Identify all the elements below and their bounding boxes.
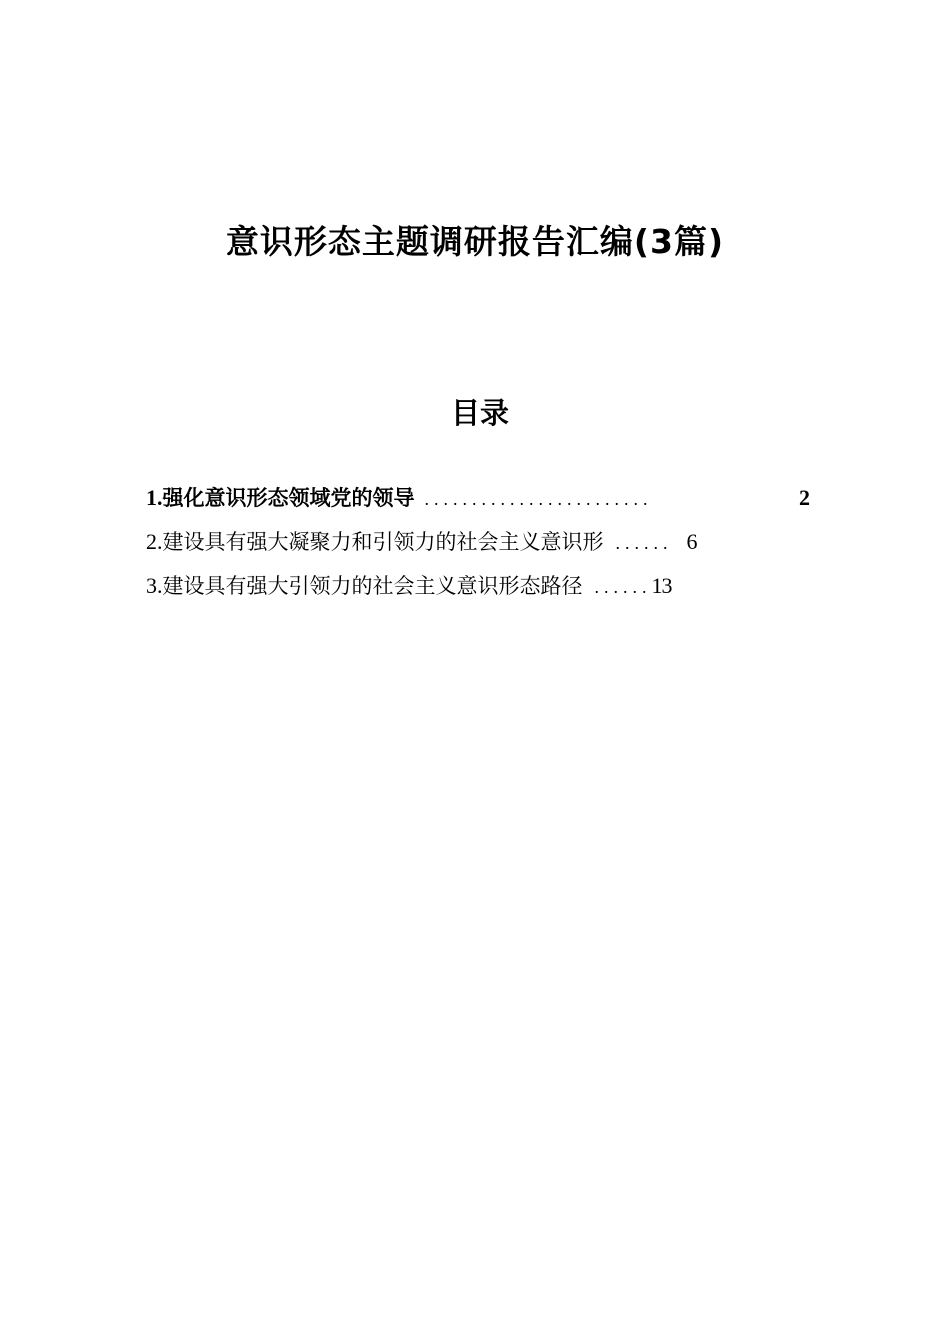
toc-entry-number: 1. bbox=[146, 485, 163, 510]
toc-entry-1[interactable] bbox=[146, 476, 810, 520]
toc-dot-leader: ...... bbox=[615, 533, 673, 553]
toc-page-number: 6 bbox=[686, 529, 698, 554]
toc-entry-2[interactable] bbox=[146, 520, 810, 564]
toc-entry-title: 建设具有强大引领力的社会主义意识形态路径 bbox=[162, 574, 583, 598]
toc-entry-number: 3. bbox=[146, 573, 163, 598]
toc-entry-title: 建设具有强大凝聚力和引领力的社会主义意识形 bbox=[162, 530, 604, 554]
toc-entry-title: 强化意识形态领域党的领导 bbox=[162, 486, 415, 510]
toc-entry-3[interactable] bbox=[146, 564, 810, 608]
toc-heading: 目录 bbox=[450, 396, 509, 430]
toc-dot-leader: ...... bbox=[594, 577, 652, 597]
toc-entry-number: 2. bbox=[146, 529, 163, 554]
document-title: 意识形态主题调研报告汇编(3篇) bbox=[225, 222, 725, 261]
toc-page-number: 2 bbox=[799, 485, 810, 510]
toc-page-number: 13 bbox=[651, 573, 672, 598]
table-of-contents bbox=[146, 476, 810, 608]
toc-dot-leader: ........................ bbox=[424, 489, 653, 509]
